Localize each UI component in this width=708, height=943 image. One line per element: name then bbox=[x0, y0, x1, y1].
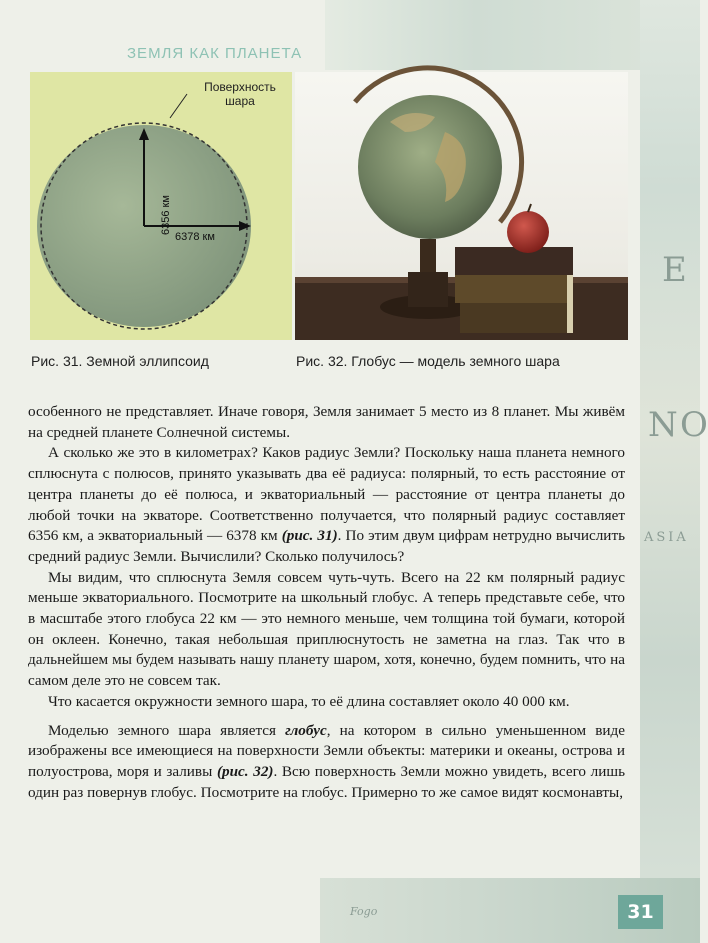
paragraph-3: Мы видим, что сплюснута Земля совсем чуть-чуть. Всего на 22 км полярный радиус меньше экваториального. Посмотрите на школьный глобус. А теперь представьте себе, что в масштабе этого глобуса 22 км — это немного меньше, чем толщина той бумаги, которой он оклеен. Конечно, такая небольшая приплюснутость не заметна на глаз. Так что в дальнейшем мы будем называть нашу планету шаром, хотя, конечно, будем помнить, что на самом деле это не совсем так. bbox=[28, 568, 625, 690]
globe-illustration bbox=[295, 72, 628, 340]
map-letter-o: O bbox=[680, 405, 708, 445]
figure-32-caption: Рис. 32. Глобус — модель земного шара bbox=[296, 353, 560, 369]
book-bottom bbox=[460, 303, 572, 333]
map-letter-n: N bbox=[648, 405, 678, 445]
figure-31-reference: (рис. 31) bbox=[281, 527, 338, 545]
paragraph-2: А сколько же это в километрах? Каков радиус Земли? Поскольку наша планета немного сплюснута с полюсов, принято указывать два её радиуса: полярный, то есть расстояние от центра планеты до её полюса, и экваториальный — расстояние от центра планеты до любой точки на экваторе. Соответственно получается, что полярный радиус составляет 6356 км, а экваториальный — 6378 км (рис. 31). По этим двум цифрам нетрудно вычислить средний радиус Земли. Вычислили? Сколько получилось? bbox=[28, 444, 626, 565]
figure-32-reference: (рис. 32) bbox=[216, 762, 274, 780]
map-letter-e: E bbox=[662, 250, 687, 290]
apple bbox=[507, 211, 549, 253]
figure-31-caption: Рис. 31. Земной эллипсоид bbox=[31, 353, 209, 369]
figure-31-ellipsoid bbox=[30, 72, 292, 340]
figure-32-globe-photo bbox=[295, 72, 628, 340]
page-number: 31 bbox=[618, 895, 663, 929]
paragraph-5: Моделью земного шара является глобус, на котором в сильно уменьшенном виде изображены все имеющиеся на поверхности Земли объекты: материки и океаны, острова и полуострова, моря и заливы (рис. 32). Всю поверхность Земли можно увидеть, всего лишь один раз повернув глобус. Посмотрите на глобус. Примерно то же самое видят космонавты, bbox=[28, 721, 625, 801]
body-text bbox=[28, 402, 625, 803]
chapter-title: ЗЕМЛЯ КАК ПЛАНЕТА bbox=[127, 45, 303, 62]
paragraph-1: особенного не представляет. Иначе говоря, Земля занимает 5 место из 8 планет. Мы живём на средней планете Солнечной системы. bbox=[28, 403, 625, 441]
polar-radius-label: 6356 км bbox=[160, 195, 172, 235]
decorative-map-band bbox=[640, 0, 700, 943]
surface-label: Поверхность шара bbox=[204, 80, 276, 108]
book-top bbox=[455, 247, 573, 275]
paragraph-4: Что касается окружности земного шара, то её длина составляет около 40 000 км. bbox=[48, 692, 570, 710]
map-word-fogo: Fogo bbox=[350, 905, 378, 918]
equatorial-radius-label: 6378 км bbox=[175, 231, 215, 243]
map-word-asia: ASIA bbox=[644, 530, 689, 545]
term-globe: глобус bbox=[285, 721, 327, 739]
book-middle bbox=[455, 275, 573, 303]
